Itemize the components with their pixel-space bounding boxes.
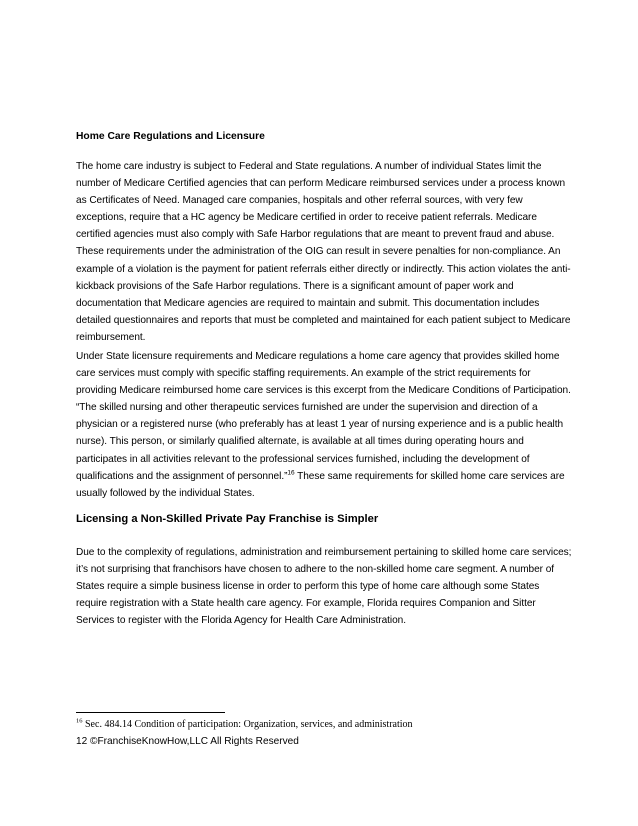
paragraph-non-skilled: Due to the complexity of regulations, administration and reimbursement pertaining to skilled home care services; it’s not surprising that franchisors have chosen to adhere to the non-skilled home care segment. A number of States require a simple business license in order to perform this type of home care although some States require registration with a State health care agency. For example, Florida requires Companion and Sitter Services to register with the Florida Agency for Health Care Administration. <box>76 547 572 627</box>
footnote-text: Sec. 484.14 Condition of participation: Organization, services, and administration <box>82 719 413 730</box>
footnote-number: 16 <box>76 717 83 725</box>
footnote-divider <box>76 712 225 713</box>
footnote-reference[interactable]: 16 <box>287 469 295 477</box>
paragraph-licensure-text-end: These same requirements for skilled home care services are usually followed by the individual States. <box>76 470 565 499</box>
section-heading-non-skilled: Licensing a Non-Skilled Private Pay Franchise is Simpler <box>76 513 379 525</box>
paragraph-regulations: The home care industry is subject to Federal and State regulations. A number of individual States limit the number of Medicare Certified agencies that can perform Medicare reimbursed services under a process known as Certificates of Need. Managed care companies, hospitals and other referral sources, with very few exceptions, require that a HC agency be Medicare certified in order to receive patient referrals. Medicare certified agencies must also comply with Safe Harbor regulations that are meant to prevent fraud and abuse. These requirements under the administration of the OIG can result in severe penalties for non-compliance. An example of a violation is the payment for patient referrals either directly or indirectly. This action violates the anti-kickback provisions of the Safe Harbor regulations. There is a significant amount of paper work and documentation that Medicare agencies are required to maintain and submit. This documentation includes detailed questionnaires and reports that must be completed and maintained for each patient subject to Medicare reimbursement. <box>76 161 571 343</box>
paragraph-licensure-text: Under State licensure requirements and Medicare regulations a home care agency that provides skilled home care services must comply with specific staffing requirements. An example of the strict requirements for providing Medicare reimbursed home care services is this excerpt from the Medicare Conditions of Participation. “The skilled nursing and other therapeutic services furnished are under the supervision and direction of a physician or a registered nurse (who preferably has at least 1 year of nursing experience and is a public health nurse). This person, or similarly qualified alternate, is available at all times during operating hours and participates in all activities relevant to the professional services furnished, including the development of qualifications and the assignment of personnel.” <box>76 351 571 482</box>
paragraph-licensure <box>76 348 572 502</box>
section-heading-regulations: Home Care Regulations and Licensure <box>76 131 265 142</box>
page-footer: 12 ©FranchiseKnowHow,LLC All Rights Reserved <box>76 736 299 747</box>
footnote <box>76 718 413 732</box>
